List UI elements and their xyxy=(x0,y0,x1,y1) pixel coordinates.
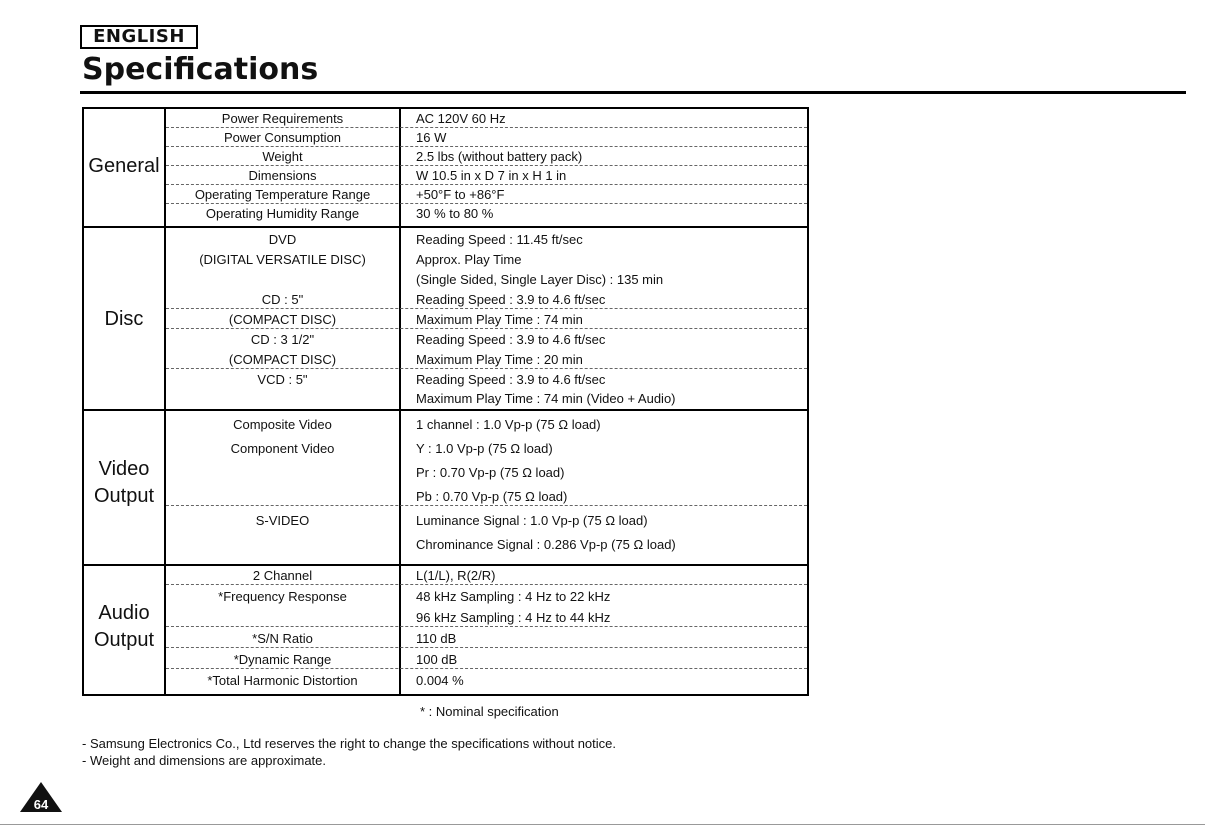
spec-name: (DIGITAL VERSATILE DISC) xyxy=(199,252,366,267)
spec-row xyxy=(166,330,807,350)
spec-row xyxy=(166,389,807,409)
title-rule xyxy=(80,91,1186,94)
spec-name: S-VIDEO xyxy=(255,513,310,528)
spec-name: 2 Channel xyxy=(252,568,313,583)
spec-name: *Total Harmonic Distortion xyxy=(207,673,358,688)
spec-name: Composite Video xyxy=(233,417,332,432)
section-video-output xyxy=(84,411,807,566)
spec-row xyxy=(166,185,807,205)
section-label: Disc xyxy=(104,308,144,330)
specifications-table xyxy=(82,107,809,696)
spec-row xyxy=(166,671,807,691)
spec-row xyxy=(166,230,807,250)
spec-name: (COMPACT DISC) xyxy=(228,352,337,367)
spec-row xyxy=(166,310,807,330)
spec-name: Operating Temperature Range xyxy=(194,187,371,202)
spec-row xyxy=(166,109,807,129)
spec-row xyxy=(166,487,807,507)
spec-name: *S/N Ratio xyxy=(252,631,313,646)
page-number-badge xyxy=(18,780,64,814)
page-number: 64 xyxy=(33,797,49,812)
spec-value: 0.004 % xyxy=(416,673,464,688)
spec-name: Operating Humidity Range xyxy=(205,206,360,221)
spec-row xyxy=(166,566,807,586)
spec-name: Dimensions xyxy=(248,168,317,183)
spec-value: 100 dB xyxy=(416,652,458,667)
footnote: - Samsung Electronics Co., Ltd reserves the right to change the specifications without notice. xyxy=(82,736,616,751)
spec-value: 1 channel : 1.0 Vp-p (75 Ω load) xyxy=(416,417,601,432)
spec-value: 16 W xyxy=(416,130,447,145)
spec-name: VCD : 5" xyxy=(257,372,308,387)
spec-row xyxy=(166,629,807,649)
spec-row xyxy=(166,511,807,531)
spec-row xyxy=(166,535,807,555)
spec-name: Weight xyxy=(262,149,303,164)
nominal-specification-note: * : Nominal specification xyxy=(420,704,559,719)
spec-value: Approx. Play Time xyxy=(416,252,522,267)
spec-row xyxy=(166,147,807,167)
spec-name: *Frequency Response xyxy=(218,589,347,604)
spec-value: 96 kHz Sampling : 4 Hz to 44 kHz xyxy=(416,610,611,625)
spec-row xyxy=(166,439,807,459)
spec-name: Component Video xyxy=(230,441,335,456)
spec-value: Maximum Play Time : 74 min xyxy=(416,312,583,327)
section-disc xyxy=(84,228,807,411)
footnote: - Weight and dimensions are approximate. xyxy=(82,753,326,768)
spec-row xyxy=(166,587,807,607)
spec-value: +50°F to +86°F xyxy=(416,187,505,202)
spec-value: Luminance Signal : 1.0 Vp-p (75 Ω load) xyxy=(416,513,648,528)
spec-name: CD : 5" xyxy=(261,292,304,307)
spec-value: W 10.5 in x D 7 in x H 1 in xyxy=(416,168,567,183)
spec-row xyxy=(166,166,807,186)
spec-value: Reading Speed : 3.9 to 4.6 ft/sec xyxy=(416,332,606,347)
spec-value: Maximum Play Time : 20 min xyxy=(416,352,583,367)
spec-row xyxy=(166,415,807,435)
spec-value: (Single Sided, Single Layer Disc) : 135 min xyxy=(416,272,664,287)
spec-name: Power Requirements xyxy=(221,111,344,126)
spec-row xyxy=(166,290,807,310)
spec-value: Reading Speed : 11.45 ft/sec xyxy=(416,232,583,247)
spec-value: 2.5 lbs (without battery pack) xyxy=(416,149,583,164)
spec-name: (COMPACT DISC) xyxy=(228,312,337,327)
spec-row xyxy=(166,128,807,148)
spec-name: *Dynamic Range xyxy=(233,652,332,667)
spec-value: 30 % to 80 % xyxy=(416,206,494,221)
spec-value: 48 kHz Sampling : 4 Hz to 22 kHz xyxy=(416,589,611,604)
spec-name: DVD xyxy=(268,232,297,247)
spec-row xyxy=(166,250,807,270)
spec-row xyxy=(166,650,807,670)
spec-value: L(1/L), R(2/R) xyxy=(416,568,496,583)
page-title: Specifications xyxy=(82,52,319,87)
spec-row xyxy=(166,370,807,390)
spec-row xyxy=(166,608,807,628)
spec-value: Pr : 0.70 Vp-p (75 Ω load) xyxy=(416,465,565,480)
spec-value: Maximum Play Time : 74 min (Video + Audio) xyxy=(416,391,676,406)
spec-row xyxy=(166,270,807,290)
spec-value: Pb : 0.70 Vp-p (75 Ω load) xyxy=(416,489,568,504)
section-audio-output xyxy=(84,566,807,694)
spec-name: CD : 3 1/2" xyxy=(250,332,315,347)
bottom-rule xyxy=(0,824,1205,825)
spec-value: AC 120V 60 Hz xyxy=(416,111,506,126)
language-badge: ENGLISH xyxy=(80,25,198,49)
section-general xyxy=(84,109,807,228)
section-label: Video Output xyxy=(93,458,155,507)
spec-value: Y : 1.0 Vp-p (75 Ω load) xyxy=(416,441,553,456)
spec-value: Reading Speed : 3.9 to 4.6 ft/sec xyxy=(416,372,606,387)
footnotes xyxy=(82,735,616,769)
spec-value: 110 dB xyxy=(416,631,457,646)
spec-row xyxy=(166,204,807,224)
section-label: General xyxy=(88,155,160,177)
spec-value: Chrominance Signal : 0.286 Vp-p (75 Ω load) xyxy=(416,537,676,552)
section-label: Audio Output xyxy=(93,602,155,651)
spec-row xyxy=(166,350,807,370)
spec-row xyxy=(166,463,807,483)
spec-name: Power Consumption xyxy=(223,130,342,145)
spec-value: Reading Speed : 3.9 to 4.6 ft/sec xyxy=(416,292,606,307)
